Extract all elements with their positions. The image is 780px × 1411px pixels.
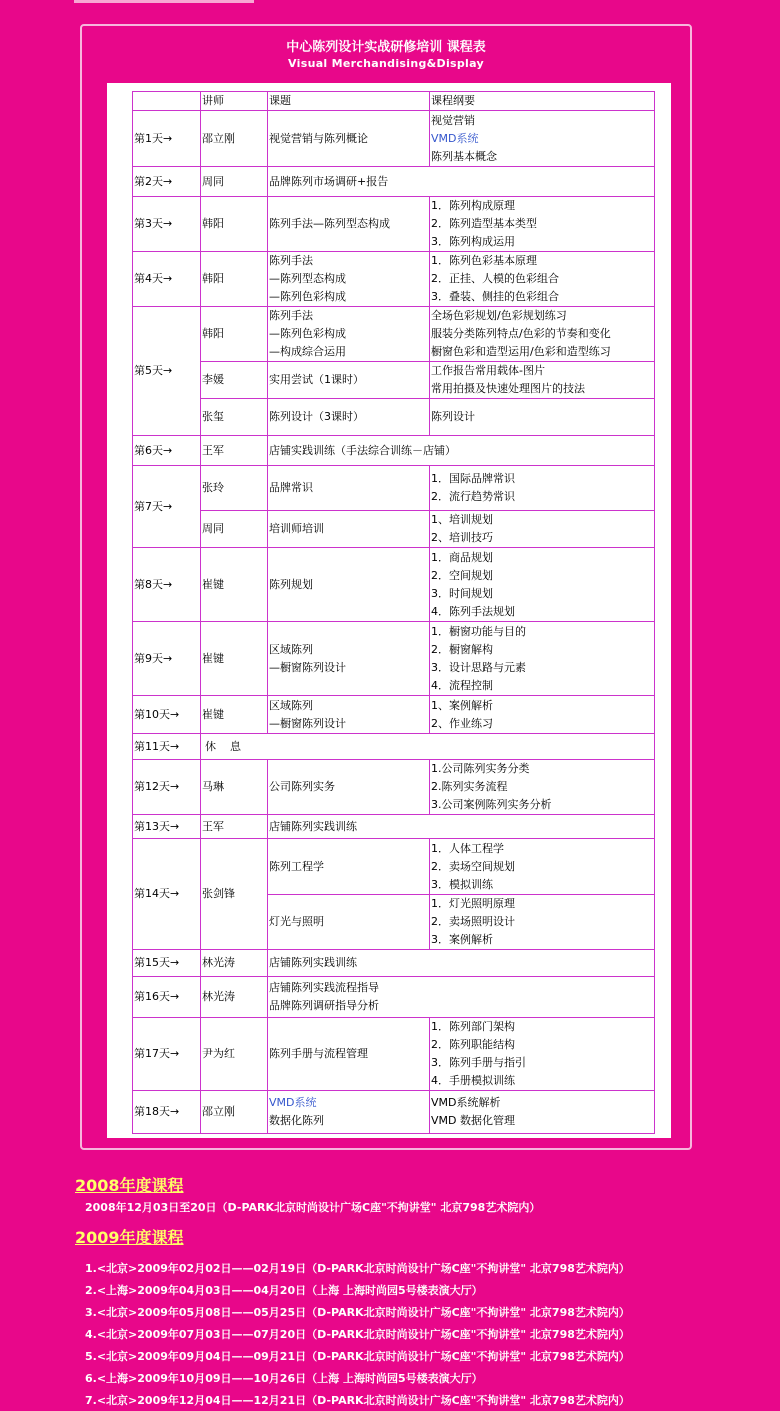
rest-cell (201, 734, 655, 760)
outline-line: 1．陈列构成原理 (431, 199, 515, 212)
topic-cell (268, 307, 430, 362)
day-cell: 第14天→ (133, 839, 201, 950)
table-row (133, 197, 655, 252)
outline-cell (430, 252, 655, 307)
topic-cell: 公司陈列实务 (268, 760, 430, 815)
teacher-cell: 李媛 (201, 362, 268, 399)
day-cell: 第11天→ (133, 734, 201, 760)
table-row (133, 760, 655, 815)
table-row (133, 548, 655, 622)
outline-line: 1．国际品牌常识 (431, 472, 515, 485)
outline-line: VMD系统解析 (431, 1096, 501, 1109)
outline-line: 视觉营销 (431, 113, 475, 127)
day-cell: 第3天→ (133, 197, 201, 252)
outline-line: 服装分类陈列特点/色彩的节奏和变化 (431, 327, 611, 340)
teacher-cell: 周同 (201, 511, 268, 548)
outline-line: 橱窗色彩和造型运用/色彩和造型练习 (431, 345, 611, 358)
outline-line: 2、培训技巧 (431, 531, 493, 544)
teacher-cell: 王军 (201, 815, 268, 839)
outline-line: 2.陈列实务流程 (431, 780, 508, 793)
outline-line: 常用拍摄及快速处理图片的技法 (431, 382, 585, 395)
table-row (133, 362, 655, 399)
topic-cell (268, 1091, 430, 1134)
top-accent-bar (74, 0, 254, 3)
course-session-2008: 2008年12月03日至20日（D-PARK北京时尚设计广场C座"不拘讲堂" 北京798艺术院内） (85, 1201, 541, 1214)
topic-line: —陈列型态构成 (269, 272, 346, 285)
page-subtitle: Visual Merchandising&Display (288, 57, 484, 70)
day-cell: 第10天→ (133, 696, 201, 734)
outline-line: 1．陈列部门架构 (431, 1020, 515, 1033)
outline-cell (430, 622, 655, 696)
outline-line: 1．陈列色彩基本原理 (431, 254, 537, 267)
day-cell: 第5天→ (133, 307, 201, 436)
course-session-2009: 3.<北京>2009年05月08日——05月25日（D-PARK北京时尚设计广场C座"不拘讲堂" 北京798艺术院内） (85, 1306, 630, 1319)
day-cell: 第12天→ (133, 760, 201, 815)
outline-line: 陈列基本概念 (431, 149, 497, 163)
outline-line: 1．人体工程学 (431, 841, 504, 855)
table-row (133, 977, 655, 1018)
header-cell: 课程纲要 (430, 92, 655, 111)
day-cell: 第13天→ (133, 815, 201, 839)
outline-line: 2．卖场照明设计 (431, 915, 515, 928)
table-row (133, 696, 655, 734)
topic-line: 陈列手法 (269, 309, 313, 322)
table-row (133, 815, 655, 839)
teacher-cell: 邵立刚 (201, 1091, 268, 1134)
outline-line: 4．手册模拟训练 (431, 1074, 515, 1087)
outline-cell (430, 548, 655, 622)
topic-cell: 陈列手册与流程管理 (268, 1018, 430, 1091)
teacher-cell: 王军 (201, 436, 268, 466)
topic-cell (268, 696, 430, 734)
outline-line: 3．陈列手册与指引 (431, 1056, 526, 1069)
teacher-cell: 邵立刚 (201, 111, 268, 167)
outline-cell (430, 111, 655, 167)
teacher-cell: 张剑锋 (201, 839, 268, 950)
topic-line: VMD系统 (269, 1096, 317, 1109)
course-session-2009: 5.<北京>2009年09月04日——09月21日（D-PARK北京时尚设计广场C座"不拘讲堂" 北京798艺术院内） (85, 1350, 630, 1363)
teacher-cell: 韩阳 (201, 197, 268, 252)
outline-line: 2、作业练习 (431, 716, 493, 730)
outline-line: 2．空间规划 (431, 568, 493, 582)
rest-label: 休 息 (205, 739, 241, 753)
topic-cell: 品牌陈列市场调研+报告 (268, 167, 655, 197)
table-row (133, 511, 655, 548)
topic-line: 品牌陈列调研指导分析 (269, 999, 379, 1012)
course-table (132, 91, 655, 1134)
table-row (133, 1091, 655, 1134)
day-cell: 第18天→ (133, 1091, 201, 1134)
topic-cell (268, 252, 430, 307)
outline-cell (430, 511, 655, 548)
outline-cell (430, 197, 655, 252)
topic-cell: 陈列设计（3课时） (268, 399, 430, 436)
outline-cell (430, 362, 655, 399)
outline-line: 全场色彩规划/色彩规划练习 (431, 309, 567, 322)
topic-cell: 店铺陈列实践训练 (268, 950, 655, 977)
outline-cell (430, 307, 655, 362)
outline-line: 工作报告常用载体-图片 (431, 364, 545, 377)
outline-line: 1.公司陈列实务分类 (431, 762, 530, 775)
section-2009-heading: 2009年度课程 (75, 1228, 184, 1247)
outline-cell (430, 466, 655, 511)
outline-line: 3．陈列构成运用 (431, 235, 515, 248)
outline-line: 1．橱窗功能与目的 (431, 624, 526, 638)
topic-cell: 店铺陈列实践训练 (268, 815, 655, 839)
topic-line: —陈列色彩构成 (269, 290, 346, 303)
outline-line: 1、案例解析 (431, 698, 493, 712)
teacher-cell: 周同 (201, 167, 268, 197)
day-cell: 第16天→ (133, 977, 201, 1018)
table-row (133, 950, 655, 977)
day-cell: 第4天→ (133, 252, 201, 307)
header-cell (133, 92, 201, 111)
topic-line: —橱窗陈列设计 (269, 660, 346, 674)
topic-cell: 品牌常识 (268, 466, 430, 511)
topic-line: —构成综合运用 (269, 345, 346, 358)
teacher-cell: 崔键 (201, 548, 268, 622)
topic-cell: 培训师培训 (268, 511, 430, 548)
table-row (133, 167, 655, 197)
outline-cell (430, 1018, 655, 1091)
teacher-cell: 张玺 (201, 399, 268, 436)
header-cell: 课题 (268, 92, 430, 111)
schedule-panel (80, 24, 692, 1150)
outline-cell (430, 895, 655, 950)
teacher-cell: 韩阳 (201, 307, 268, 362)
topic-cell: 陈列规划 (268, 548, 430, 622)
outline-cell (430, 1091, 655, 1134)
course-session-2009: 6.<上海>2009年10月09日——10月26日（上海 上海时尚园5号楼表演大厅） (85, 1372, 483, 1385)
topic-line: —橱窗陈列设计 (269, 716, 346, 730)
outline-line: VMD 数据化管理 (431, 1114, 515, 1127)
table-row (133, 399, 655, 436)
outline-cell: 陈列设计 (430, 399, 655, 436)
table-header-row (133, 92, 655, 111)
course-session-2009: 1.<北京>2009年02月02日——02月19日（D-PARK北京时尚设计广场C座"不拘讲堂" 北京798艺术院内） (85, 1262, 630, 1275)
outline-cell (430, 696, 655, 734)
table-row (133, 839, 655, 895)
topic-cell: 视觉营销与陈列概论 (268, 111, 430, 167)
table-row (133, 307, 655, 362)
day-cell: 第1天→ (133, 111, 201, 167)
day-cell: 第9天→ (133, 622, 201, 696)
table-row (133, 252, 655, 307)
teacher-cell: 崔键 (201, 696, 268, 734)
topic-line: 数据化陈列 (269, 1114, 324, 1127)
day-cell: 第6天→ (133, 436, 201, 466)
teacher-cell: 林光涛 (201, 977, 268, 1018)
topic-cell: 灯光与照明 (268, 895, 430, 950)
topic-cell: 店铺实践训练（手法综合训练－店铺） (268, 436, 655, 466)
day-cell: 第17天→ (133, 1018, 201, 1091)
table-row (133, 622, 655, 696)
course-session-2009: 4.<北京>2009年07月03日——07月20日（D-PARK北京时尚设计广场C座"不拘讲堂" 北京798艺术院内） (85, 1328, 630, 1341)
topic-line: —陈列色彩构成 (269, 327, 346, 340)
topic-cell: 陈列手法—陈列型态构成 (268, 197, 430, 252)
topic-line: 店铺陈列实践流程指导 (269, 981, 379, 994)
day-cell: 第2天→ (133, 167, 201, 197)
table-row (133, 1018, 655, 1091)
table-row (133, 111, 655, 167)
header-cell: 讲师 (201, 92, 268, 111)
teacher-cell: 林光涛 (201, 950, 268, 977)
outline-line: 4．陈列手法规划 (431, 604, 515, 618)
outline-line: 1．商品规划 (431, 550, 493, 564)
teacher-cell: 尹为红 (201, 1018, 268, 1091)
topic-line: 区域陈列 (269, 642, 313, 656)
outline-line: 2．陈列造型基本类型 (431, 217, 537, 230)
outline-line: 2．正挂、人模的色彩组合 (431, 272, 559, 285)
outline-line: 3．案例解析 (431, 933, 493, 946)
teacher-cell: 韩阳 (201, 252, 268, 307)
topic-cell (268, 977, 655, 1018)
topic-cell: 陈列工程学 (268, 839, 430, 895)
outline-line: 4．流程控制 (431, 678, 493, 692)
outline-cell (430, 760, 655, 815)
topic-line: 陈列手法 (269, 254, 313, 267)
outline-line: 2．陈列职能结构 (431, 1038, 515, 1051)
outline-line: 2．卖场空间规划 (431, 859, 515, 873)
topic-cell: 实用尝试（1课时） (268, 362, 430, 399)
teacher-cell: 张玲 (201, 466, 268, 511)
outline-line: 3．设计思路与元素 (431, 660, 526, 674)
page-title: 中心陈列设计实战研修培训 课程表 (286, 40, 486, 55)
course-session-2009: 2.<上海>2009年04月03日——04月20日（上海 上海时尚园5号楼表演大厅） (85, 1284, 483, 1297)
outline-line: 1．灯光照明原理 (431, 897, 515, 910)
course-session-2009: 7.<北京>2009年12月04日——12月21日（D-PARK北京时尚设计广场C座"不拘讲堂" 北京798艺术院内） (85, 1394, 630, 1407)
outline-cell (430, 839, 655, 895)
outline-line: 2．橱窗解构 (431, 642, 493, 656)
topic-cell (268, 622, 430, 696)
table-row (133, 734, 655, 760)
outline-line: 2．流行趋势常识 (431, 490, 515, 503)
outline-line: 3.公司案例陈列实务分析 (431, 798, 552, 811)
outline-line: 1、培训规划 (431, 513, 493, 526)
outline-line: 3．叠装、侧挂的色彩组合 (431, 290, 559, 303)
day-cell: 第15天→ (133, 950, 201, 977)
outline-line: VMD系统 (431, 131, 479, 145)
table-row (133, 466, 655, 511)
table-row (133, 436, 655, 466)
day-cell: 第8天→ (133, 548, 201, 622)
outline-line: 3．时间规划 (431, 586, 493, 600)
outline-line: 3．模拟训练 (431, 877, 493, 891)
section-2008-heading: 2008年度课程 (75, 1176, 184, 1195)
day-cell: 第7天→ (133, 466, 201, 548)
teacher-cell: 马琳 (201, 760, 268, 815)
topic-line: 区域陈列 (269, 698, 313, 712)
schedule-sheet (107, 83, 671, 1138)
teacher-cell: 崔键 (201, 622, 268, 696)
